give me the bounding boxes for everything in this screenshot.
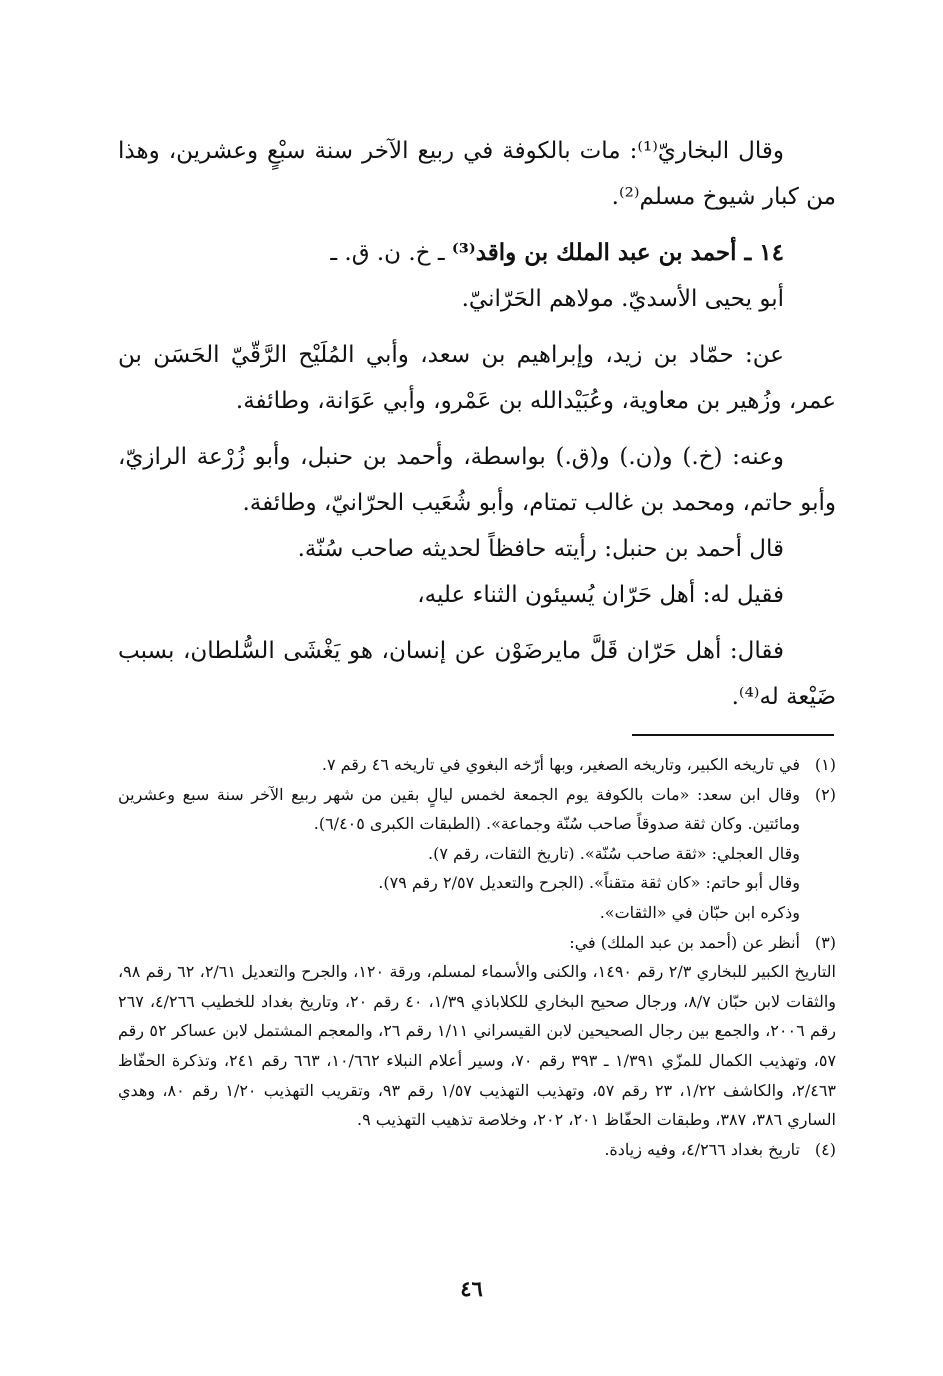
paragraph-faqal: فقال: أهل حَرّان قَلَّ مايرضَوْن عن إنسان، هو يَغْشَى السُّلطان، بسبب ضَيْعة له⁽⁴⁾.: [118, 638, 836, 710]
footnote-3-sources: التاريخ الكبير للبخاري ٢/٣ رقم ١٤٩٠، والكنى والأسماء لمسلم، ورقة ١٢٠، والجرح والتعديل ٢/٦١، ٦٢ رقم ٩٨، والثقات لابن حبّان ٨/٧، ورجال صحيح البخاري للكلاباذي ١/٣٩، ٤٠ رقم ٢٠، وتاريخ بغداد للخطيب ٤/٢٦٦، ٢٦٧ رقم ٢٠٠٦، والجمع بين رجال الصحيحين لابن القيسراني ١/١١ رقم ٢٦، والمعجم المشتمل لابن عساكر ٥٢ رقم ٥٧، وتهذيب الكمال للمزّي ١/٣٩١ ـ ٣٩٣ رقم ٧٠، وسير أعلام النبلاء ١٠/٦٦٢، ٦٦٣ رقم ٢٤١، وتذكرة الحفّاظ ٢/٤٦٣، والكاشف ١/٢٢، ٢٣ رقم ٥٧، وتهذيب التهذيب ١/٥٧ رقم ٩٣، وتقريب التهذيب ١/٢٠ رقم ٨٠، وهدي الساري ٣٨٦، ٣٨٧، وطبقات الحفّاظ ٢٠١، ٢٠٢، وخلاصة تذهيب التهذيب ٩.: [118, 962, 837, 1130]
entry-sigla: ـ خ. ن. ق. ـ: [330, 240, 452, 266]
paragraph-students: وعنه: (خ.) و(ن.) و(ق.) بواسطة، وأحمد بن حنبل، وأبو زُرْعة الرازيّ، وأبو حاتم، ومحمد بن غالب تمتام، وأبو شُعَيب الحرّانيّ، وطائفة.: [118, 444, 836, 516]
footnote-intro: أنظر عن (أحمد بن عبد الملك) في:: [569, 932, 800, 952]
footnote-text: وقال أبو حاتم: «كان ثقة متقناً». (الجرح والتعديل ٢/٥٧ رقم ٧٩).: [378, 873, 800, 893]
footnote-divider: [632, 734, 834, 736]
entry-heading: [118, 230, 836, 276]
footnote-2: [118, 780, 836, 928]
footnote-1: [118, 750, 836, 780]
paragraph-faqil: فقيل له: أهل حَرّان يُسيئون الثناء عليه،: [417, 582, 784, 608]
paragraph-teachers: عن: حمّاد بن زيد، وإبراهيم بن سعد، وأبي المُلَيْح الرَّقّيّ الحَسَن بن عمر، وزُهير بن معاوية، وعُبَيْدالله بن عَمْرو، وأبي عَوَانة، وطائفة.: [118, 342, 836, 414]
footnote-text: وقال ابن سعد: «مات بالكوفة يوم الجمعة لخمس ليالٍ بقين من شهر ربيع الآخر سنة سبع وعشرين ومائتين. وكان ثقة صدوقاً صاحب سُنّة وجماعة». (الطبقات الكبرى ٦/٤٠٥).: [118, 784, 800, 834]
footnote-3: [118, 928, 836, 958]
entry-kunya: أبو يحيى الأسديّ. مولاهم الحَرّانيّ.: [461, 286, 784, 312]
footnote-text: في تاريخه الكبير، وتاريخه الصغير، وبها أرّخه البغوي في تاريخه ٤٦ رقم ٧.: [321, 755, 800, 774]
entry-name: ١٤ ـ أحمد بن عبد الملك بن واقد⁽³⁾: [451, 239, 784, 266]
footnote-text: وقال العجلي: «ثقة صاحب سُنّة». (تاريخ الثقات، رقم ٧).: [428, 843, 800, 863]
paragraph-ahmad-quote: قال أحمد بن حنبل: رأيته حافظاً لحديثه صاحب سُنّة.: [297, 536, 784, 562]
footnote-text: وذكره ابن حبّان في «الثقات».: [599, 902, 800, 922]
footnote-number: (١): [814, 755, 836, 774]
footnotes: [118, 750, 836, 1164]
footnote-number: (٤): [814, 1139, 836, 1159]
paragraph-bukhari: وقال البخاريّ⁽¹⁾: مات بالكوفة في ربيع الآخر سنة سبْعٍ وعشرين، وهذا من كبار شيوخ مسلم⁽²⁾.: [118, 138, 836, 210]
page-number: ٤٦: [460, 1276, 483, 1301]
footnote-number: (٣): [814, 932, 836, 952]
main-text: [118, 128, 836, 720]
footnote-text: تاريخ بغداد ٤/٢٦٦، وفيه زيادة.: [604, 1139, 800, 1159]
footnote-number: (٢): [814, 784, 836, 804]
footnote-4: [118, 1135, 836, 1165]
